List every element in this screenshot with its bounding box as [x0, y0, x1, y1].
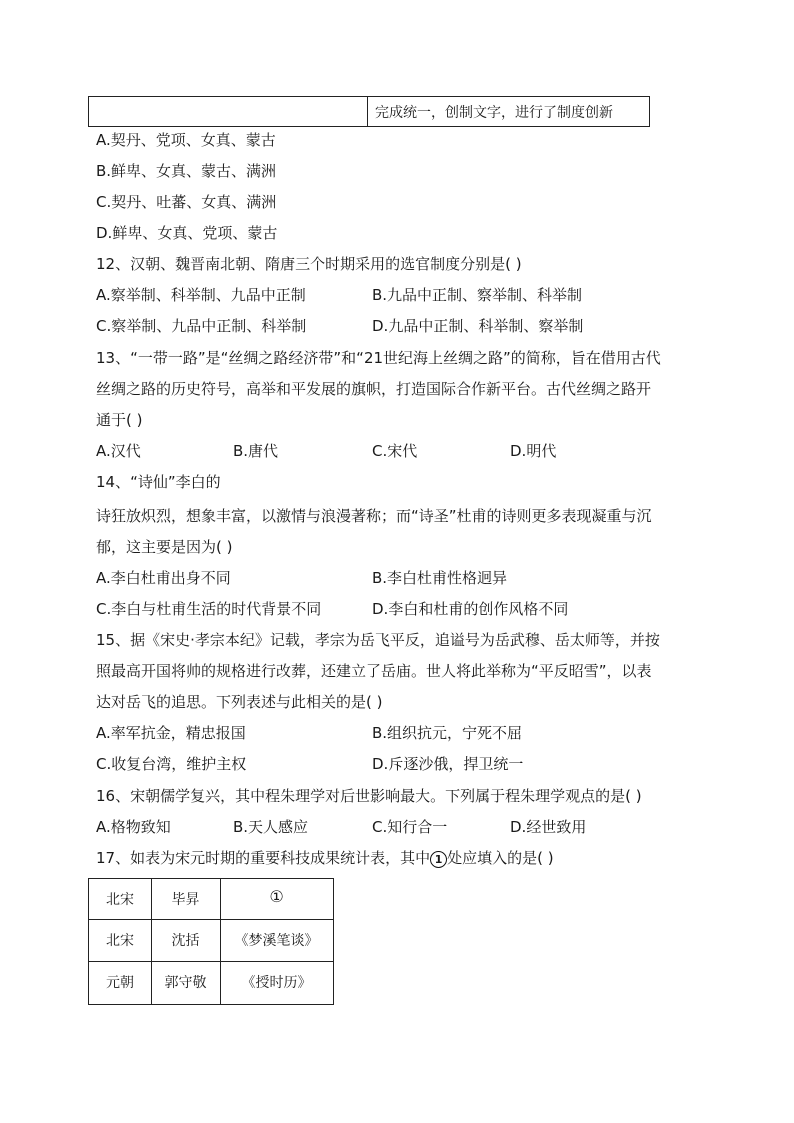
top-table-fragment — [88, 96, 650, 127]
q14-stem-line-3: 郁，这主要是因为( ) — [96, 538, 233, 556]
q11-option-a[interactable]: A.契丹、党项、女真、蒙古 — [96, 131, 276, 149]
q11-option-c[interactable]: C.契丹、吐蕃、女真、满洲 — [96, 193, 277, 211]
q15-option-a[interactable]: A.率军抗金，精忠报国 — [96, 724, 246, 742]
q17-stem-after: 处应填入的是( ) — [447, 849, 554, 867]
q15-stem-line-1: 15、据《宋史·孝宗本纪》记载，孝宗为岳飞平反，追谥号为岳武穆、岳太师等，并按 — [96, 631, 660, 649]
tech-achievements-table — [88, 878, 334, 1005]
q12-option-d[interactable]: D.九品中正制、科举制、察举制 — [372, 317, 584, 335]
q15-option-d[interactable]: D.斥逐沙俄，捍卫统一 — [372, 755, 524, 773]
q16-option-b[interactable]: B.天人感应 — [233, 818, 309, 836]
table-divider — [367, 97, 368, 126]
q13-stem-line-2: 丝绸之路的历史符号，高举和平发展的旗帜，打造国际合作新平台。古代丝绸之路开 — [96, 380, 652, 398]
table-cell: 《授时历》 — [241, 975, 312, 991]
q16-option-d[interactable]: D.经世致用 — [510, 818, 587, 836]
table-row-divider — [89, 961, 333, 962]
q12-stem: 12、汉朝、魏晋南北朝、隋唐三个时期采用的选官制度分别是( ) — [96, 255, 522, 273]
table-cell-blank-marker: ① — [269, 887, 284, 906]
table-cell: 毕昇 — [171, 892, 200, 908]
q14-option-a[interactable]: A.李白杜甫出身不同 — [96, 569, 231, 587]
q13-stem-line-1: 13、“一带一路”是“丝绸之路经济带”和“21世纪海上丝绸之路”的简称，旨在借用古代 — [96, 349, 661, 367]
q15-option-c[interactable]: C.收复台湾，维护主权 — [96, 755, 247, 773]
q15-stem-line-2: 照最高开国将帅的规格进行改葬，还建立了岳庙。世人将此举称为“平反昭雪”，以表 — [96, 662, 652, 680]
q14-option-b[interactable]: B.李白杜甫性格迥异 — [372, 569, 508, 587]
table-cell: 《梦溪笔谈》 — [234, 933, 319, 949]
table-cell: 北宋 — [106, 892, 134, 908]
q11-option-b[interactable]: B.鲜卑、女真、蒙古、满洲 — [96, 162, 277, 180]
q17-stem-before: 17、如表为宋元时期的重要科技成果统计表，其中 — [96, 849, 431, 867]
q15-stem-line-3: 达对岳飞的追思。下列表述与此相关的是( ) — [96, 693, 383, 711]
q13-stem-line-3: 通于( ) — [96, 411, 143, 429]
q11-option-d[interactable]: D.鲜卑、女真、党项、蒙古 — [96, 224, 278, 242]
q12-option-b[interactable]: B.九品中正制、察举制、科举制 — [372, 286, 583, 304]
table-cell: 北宋 — [106, 933, 134, 949]
q13-option-c[interactable]: C.宋代 — [372, 442, 418, 460]
q16-option-a[interactable]: A.格物致知 — [96, 818, 171, 836]
q13-option-d[interactable]: D.明代 — [510, 442, 557, 460]
q14-stem-line-2: 诗狂放炽烈，想象丰富，以激情与浪漫著称；而“诗圣”杜甫的诗则更多表现凝重与沉 — [96, 507, 652, 525]
q14-option-c[interactable]: C.李白与杜甫生活的时代背景不同 — [96, 600, 322, 618]
q13-option-a[interactable]: A.汉代 — [96, 442, 141, 460]
table-cell: 郭守敬 — [164, 975, 207, 991]
q14-option-d[interactable]: D.李白和杜甫的创作风格不同 — [372, 600, 569, 618]
q12-option-c[interactable]: C.察举制、九品中正制、科举制 — [96, 317, 307, 335]
q13-option-b[interactable]: B.唐代 — [233, 442, 279, 460]
circled-number-marker: 1 — [430, 851, 447, 868]
table-cell: 沈括 — [171, 933, 200, 949]
q16-stem: 16、宋朝儒学复兴，其中程朱理学对后世影响最大。下列属于程朱理学观点的是( ) — [96, 787, 642, 805]
q17-stem — [96, 848, 554, 868]
q16-option-c[interactable]: C.知行合一 — [372, 818, 448, 836]
table-cell-right: 完成统一，创制文字，进行了制度创新 — [375, 105, 613, 121]
table-row-divider — [89, 919, 333, 920]
q12-option-a[interactable]: A.察举制、科举制、九品中正制 — [96, 286, 306, 304]
table-cell: 元朝 — [106, 975, 134, 991]
q14-stem-line-1: 14、“诗仙”李白的 — [96, 473, 221, 491]
q15-option-b[interactable]: B.组织抗元，宁死不屈 — [372, 724, 523, 742]
